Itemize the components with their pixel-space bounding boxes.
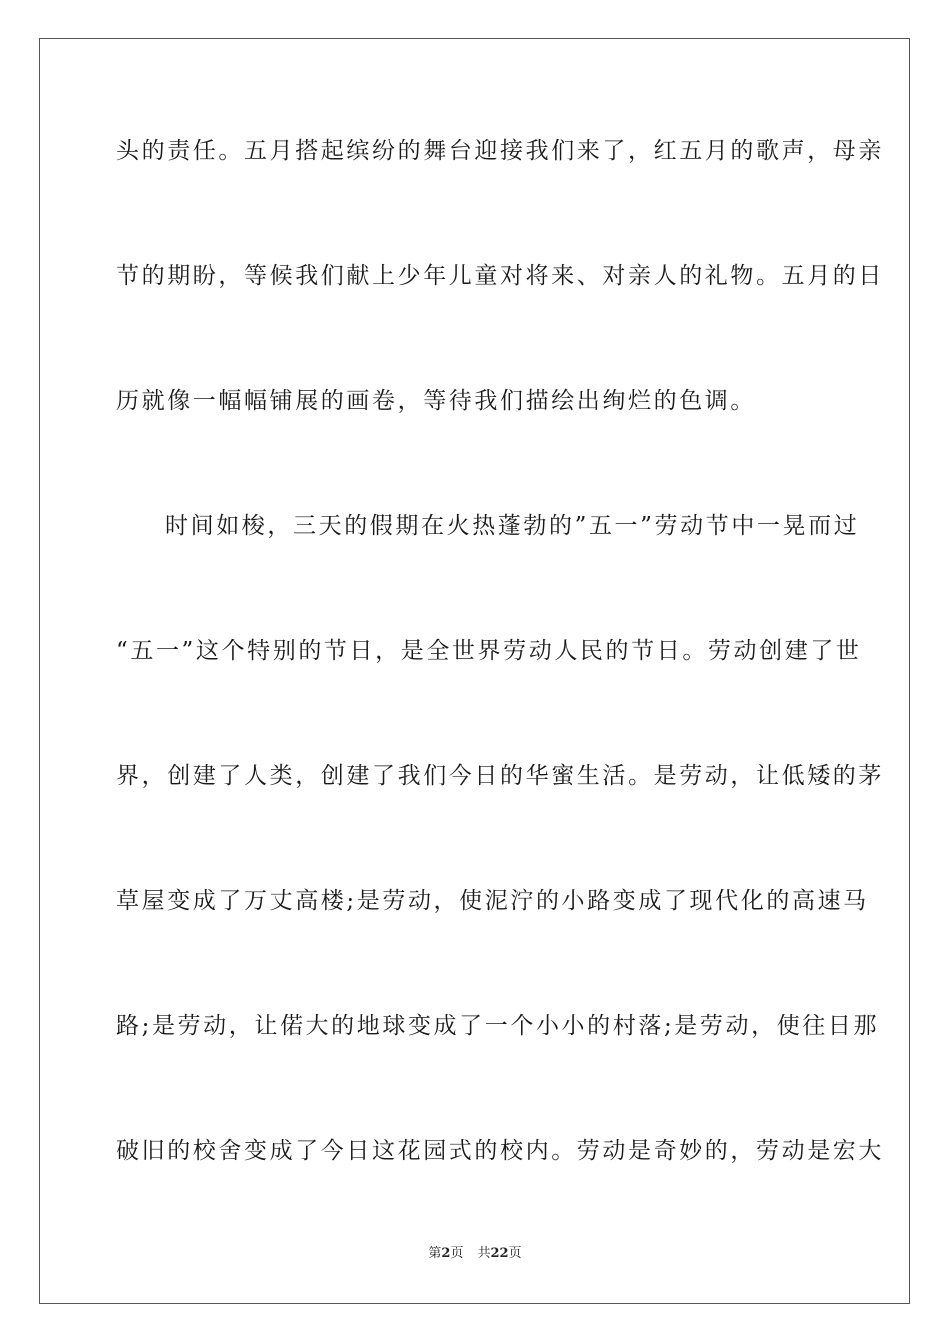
footer-page-number: 2 — [441, 1246, 451, 1261]
body-text-line: 头的责任。五月搭起缤纷的舞台迎接我们来了，红五月的歌声，母亲 — [116, 138, 884, 164]
body-text-line-paragraph-start: 时间如梭，三天的假期在火热蓬勃的”五一”劳动节中一晃而过 — [165, 513, 860, 539]
body-text-line: 历就像一幅幅铺展的画卷，等待我们描绘出绚烂的色调。 — [116, 388, 756, 414]
footer-total-prefix: 共 — [477, 1246, 491, 1261]
body-text-line: 破旧的校舍变成了今日这花园式的校内。劳动是奇妙的，劳动是宏大 — [116, 1138, 884, 1164]
footer-page-prefix: 第 — [428, 1246, 442, 1261]
body-text-line: 草屋变成了万丈高楼;是劳动，使泥泞的小路变成了现代化的高速马 — [116, 888, 869, 914]
footer-total-unit: 页 — [508, 1246, 522, 1261]
page-footer — [0, 1245, 950, 1263]
body-text-line: 节的期盼，等候我们献上少年儿童对将来、对亲人的礼物。五月的日 — [116, 263, 884, 289]
page-border — [39, 38, 910, 1304]
footer-page-unit: 页 — [450, 1246, 464, 1261]
body-text-line: 界，创建了人类，创建了我们今日的华蜜生活。是劳动，让低矮的茅 — [116, 763, 884, 789]
body-text-line: 路;是劳动，让偌大的地球变成了一个小小的村落;是劳动，使往日那 — [116, 1013, 880, 1039]
body-text-line: “五一”这个特别的节日，是全世界劳动人民的节日。劳动创建了世 — [116, 638, 862, 664]
footer-total-pages: 22 — [490, 1246, 509, 1261]
